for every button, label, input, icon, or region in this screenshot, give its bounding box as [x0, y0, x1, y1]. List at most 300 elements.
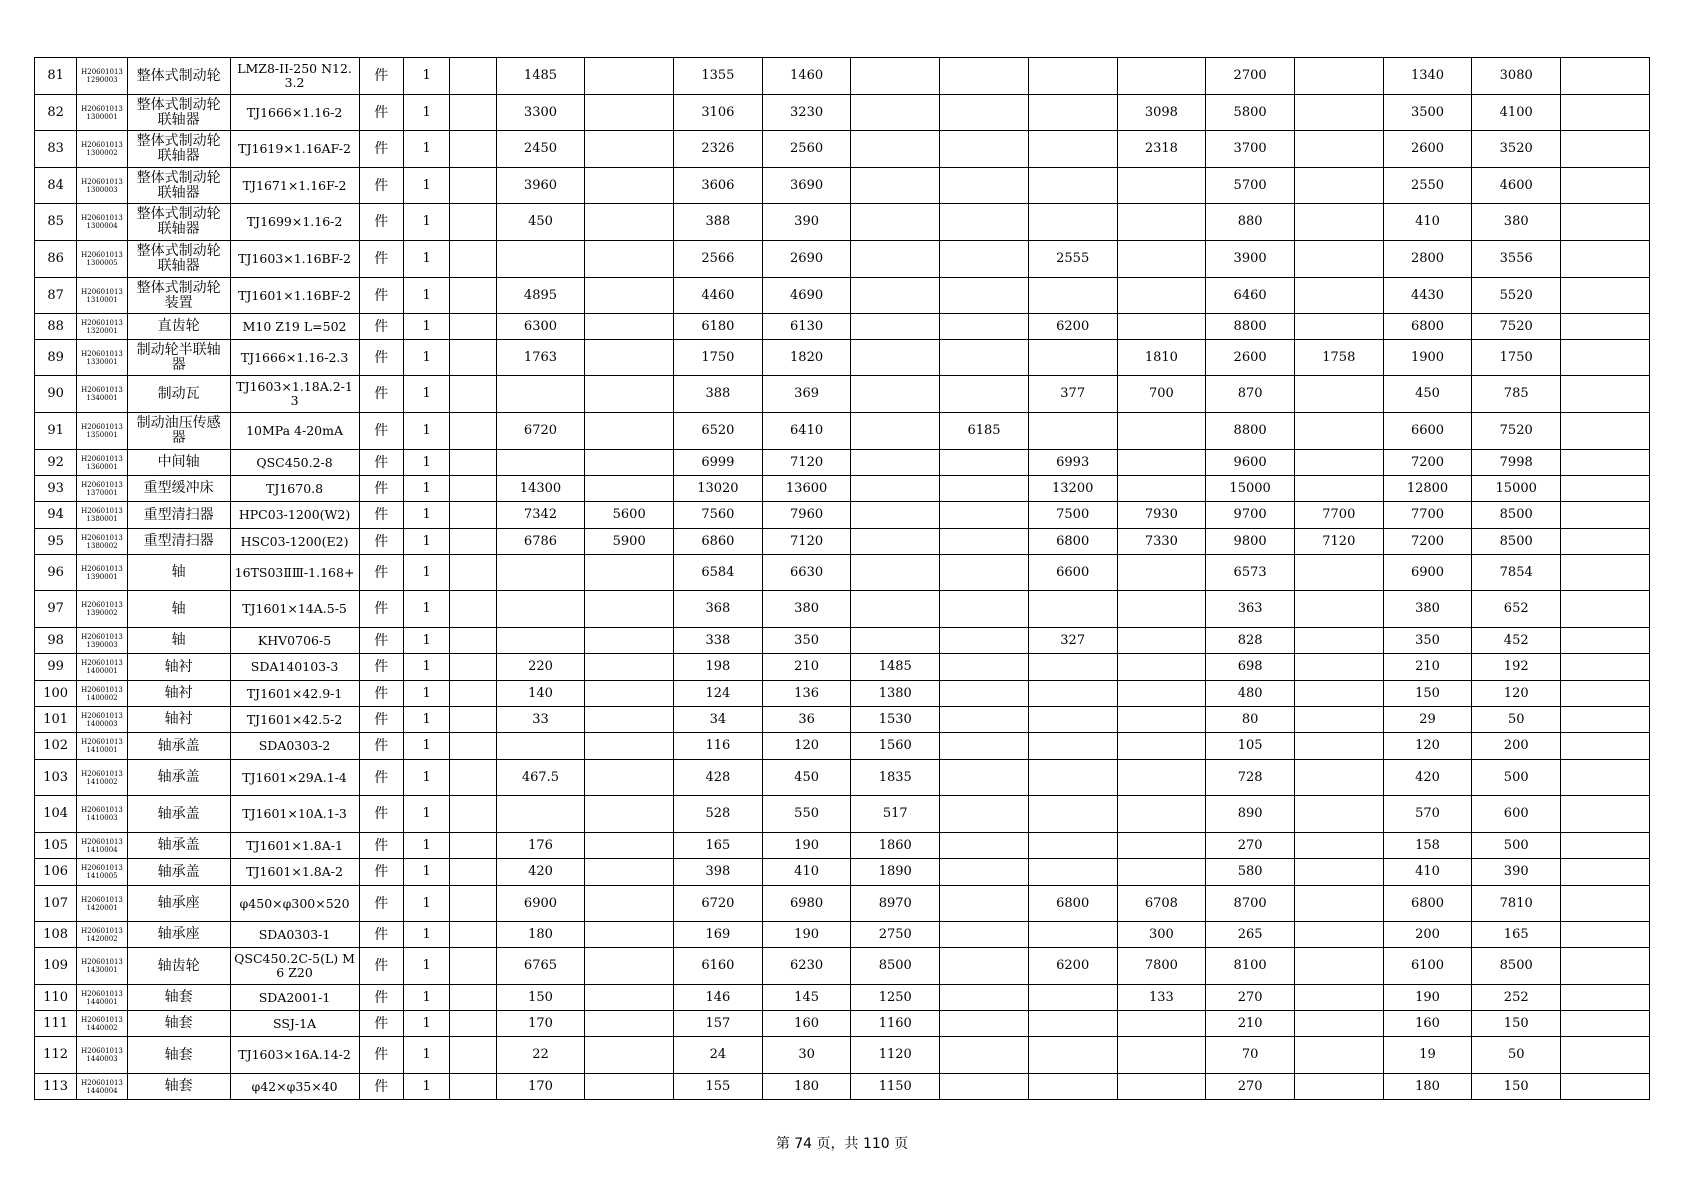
value-cell: 270: [1206, 985, 1295, 1011]
value-cell: 7854: [1472, 555, 1561, 591]
value-cell: [1294, 985, 1383, 1011]
value-cell: 19: [1383, 1037, 1472, 1074]
value-cell: 380: [1383, 591, 1472, 628]
value-cell: [450, 168, 496, 204]
value-cell: 420: [1383, 760, 1472, 796]
value-cell: [450, 1011, 496, 1037]
item-unit: 件: [359, 859, 403, 886]
value-cell: 2326: [674, 131, 763, 168]
value-cell: 388: [674, 376, 763, 413]
item-unit: 件: [359, 241, 403, 278]
value-cell: 9600: [1206, 450, 1295, 476]
value-cell: 6584: [674, 555, 763, 591]
value-cell: 580: [1206, 859, 1295, 886]
value-cell: [1294, 314, 1383, 340]
material-code: H206010131410005: [77, 859, 127, 886]
value-cell: 4690: [762, 278, 851, 314]
table-row: [35, 95, 1650, 131]
value-cell: 7342: [496, 502, 585, 529]
value-cell: 380: [762, 591, 851, 628]
item-qty: 1: [403, 859, 449, 886]
value-cell: [940, 168, 1029, 204]
table-row: [35, 168, 1650, 204]
item-name: 整体式制动轮: [127, 58, 230, 95]
value-cell: [1294, 707, 1383, 733]
item-spec: TJ1601×10A.1-3: [230, 796, 359, 833]
value-cell: [496, 628, 585, 654]
item-name: 直齿轮: [127, 314, 230, 340]
value-cell: 7500: [1028, 502, 1117, 529]
item-spec: QSC450.2C-5(L) M6 Z20: [230, 948, 359, 985]
value-cell: [450, 859, 496, 886]
value-cell: 176: [496, 833, 585, 859]
value-cell: [450, 413, 496, 450]
value-cell: 136: [762, 681, 851, 707]
item-spec: HSC03-1200(E2): [230, 529, 359, 555]
value-cell: [1294, 733, 1383, 760]
item-spec: TJ1601×1.8A-1: [230, 833, 359, 859]
item-qty: 1: [403, 654, 449, 681]
item-unit: 件: [359, 985, 403, 1011]
value-cell: [851, 376, 940, 413]
value-cell: [1028, 681, 1117, 707]
value-cell: [1561, 476, 1650, 502]
item-unit: 件: [359, 476, 403, 502]
value-cell: [940, 948, 1029, 985]
value-cell: 13600: [762, 476, 851, 502]
table-row: [35, 859, 1650, 886]
item-spec: TJ1601×14A.5-5: [230, 591, 359, 628]
value-cell: [496, 796, 585, 833]
value-cell: 8100: [1206, 948, 1295, 985]
item-spec: SSJ-1A: [230, 1011, 359, 1037]
item-qty: 1: [403, 922, 449, 948]
material-code: H206010131300002: [77, 131, 127, 168]
value-cell: [1561, 733, 1650, 760]
item-qty: 1: [403, 555, 449, 591]
value-cell: 8970: [851, 886, 940, 922]
value-cell: [1561, 450, 1650, 476]
value-cell: [1561, 1011, 1650, 1037]
value-cell: 517: [851, 796, 940, 833]
value-cell: [585, 654, 674, 681]
value-cell: 165: [674, 833, 763, 859]
row-number: 97: [35, 591, 77, 628]
item-name: 轴套: [127, 1074, 230, 1100]
value-cell: 7560: [674, 502, 763, 529]
value-cell: 6160: [674, 948, 763, 985]
item-unit: 件: [359, 376, 403, 413]
item-spec: TJ1666×1.16-2: [230, 95, 359, 131]
value-cell: 210: [762, 654, 851, 681]
value-cell: [851, 168, 940, 204]
value-cell: 2550: [1383, 168, 1472, 204]
value-cell: [1028, 591, 1117, 628]
value-cell: 410: [1383, 204, 1472, 241]
item-unit: 件: [359, 886, 403, 922]
value-cell: 200: [1383, 922, 1472, 948]
item-name: 轴套: [127, 1037, 230, 1074]
value-cell: [1117, 681, 1206, 707]
item-qty: 1: [403, 985, 449, 1011]
value-cell: 220: [496, 654, 585, 681]
value-cell: 3520: [1472, 131, 1561, 168]
value-cell: 15000: [1206, 476, 1295, 502]
table-row: [35, 591, 1650, 628]
value-cell: [1028, 340, 1117, 376]
material-code: H206010131440003: [77, 1037, 127, 1074]
value-cell: [450, 922, 496, 948]
value-cell: 4100: [1472, 95, 1561, 131]
item-qty: 1: [403, 204, 449, 241]
value-cell: 190: [1383, 985, 1472, 1011]
value-cell: 105: [1206, 733, 1295, 760]
value-cell: 9800: [1206, 529, 1295, 555]
item-name: 轴承座: [127, 922, 230, 948]
value-cell: 6100: [1383, 948, 1472, 985]
value-cell: [1117, 628, 1206, 654]
value-cell: 1900: [1383, 340, 1472, 376]
value-cell: [450, 985, 496, 1011]
material-code: H206010131440004: [77, 1074, 127, 1100]
value-cell: [1294, 654, 1383, 681]
value-cell: 2600: [1383, 131, 1472, 168]
table-row: [35, 376, 1650, 413]
value-cell: [496, 241, 585, 278]
value-cell: [585, 922, 674, 948]
value-cell: [851, 204, 940, 241]
value-cell: [585, 278, 674, 314]
item-name: 整体式制动轮联轴器: [127, 131, 230, 168]
value-cell: [1561, 948, 1650, 985]
row-number: 84: [35, 168, 77, 204]
value-cell: 500: [1472, 760, 1561, 796]
value-cell: 8500: [1472, 502, 1561, 529]
value-cell: [585, 476, 674, 502]
item-qty: 1: [403, 733, 449, 760]
material-code: H206010131300005: [77, 241, 127, 278]
item-name: 轴承盖: [127, 833, 230, 859]
value-cell: [450, 707, 496, 733]
item-qty: 1: [403, 760, 449, 796]
value-cell: 828: [1206, 628, 1295, 654]
value-cell: 398: [674, 859, 763, 886]
value-cell: 380: [1472, 204, 1561, 241]
item-name: 轴承盖: [127, 733, 230, 760]
value-cell: [851, 413, 940, 450]
value-cell: [940, 833, 1029, 859]
value-cell: 3900: [1206, 241, 1295, 278]
value-cell: [1028, 654, 1117, 681]
table-row: [35, 340, 1650, 376]
value-cell: 1530: [851, 707, 940, 733]
value-cell: [1117, 1011, 1206, 1037]
value-cell: 452: [1472, 628, 1561, 654]
value-cell: 600: [1472, 796, 1561, 833]
value-cell: [1117, 314, 1206, 340]
item-name: 整体式制动轮装置: [127, 278, 230, 314]
value-cell: 7810: [1472, 886, 1561, 922]
value-cell: 390: [1472, 859, 1561, 886]
item-qty: 1: [403, 681, 449, 707]
value-cell: 327: [1028, 628, 1117, 654]
value-cell: 13020: [674, 476, 763, 502]
value-cell: [450, 628, 496, 654]
item-unit: 件: [359, 278, 403, 314]
row-number: 91: [35, 413, 77, 450]
value-cell: [1561, 340, 1650, 376]
value-cell: [1561, 241, 1650, 278]
item-name: 轴套: [127, 1011, 230, 1037]
value-cell: 450: [1383, 376, 1472, 413]
value-cell: [1561, 833, 1650, 859]
material-code: H206010131300001: [77, 95, 127, 131]
value-cell: 7520: [1472, 413, 1561, 450]
value-cell: 2600: [1206, 340, 1295, 376]
item-spec: TJ1603×1.18A.2-13: [230, 376, 359, 413]
value-cell: [940, 654, 1029, 681]
value-cell: 120: [1472, 681, 1561, 707]
value-cell: 30: [762, 1037, 851, 1074]
value-cell: 450: [496, 204, 585, 241]
value-cell: 7200: [1383, 529, 1472, 555]
item-spec: TJ1601×1.16BF-2: [230, 278, 359, 314]
value-cell: 170: [496, 1074, 585, 1100]
value-cell: [585, 886, 674, 922]
value-cell: [1294, 555, 1383, 591]
value-cell: [940, 204, 1029, 241]
value-cell: 198: [674, 654, 763, 681]
material-code: H206010131310001: [77, 278, 127, 314]
item-qty: 1: [403, 413, 449, 450]
value-cell: 2566: [674, 241, 763, 278]
material-code: H206010131380001: [77, 502, 127, 529]
value-cell: 6900: [1383, 555, 1472, 591]
material-code: H206010131320001: [77, 314, 127, 340]
item-spec: 10MPa 4-20mA: [230, 413, 359, 450]
value-cell: 7120: [762, 529, 851, 555]
value-cell: 1763: [496, 340, 585, 376]
value-cell: 300: [1117, 922, 1206, 948]
value-cell: 390: [762, 204, 851, 241]
value-cell: 190: [762, 833, 851, 859]
value-cell: [585, 591, 674, 628]
item-spec: QSC450.2-8: [230, 450, 359, 476]
value-cell: 133: [1117, 985, 1206, 1011]
item-unit: 件: [359, 450, 403, 476]
value-cell: 157: [674, 1011, 763, 1037]
value-cell: [450, 555, 496, 591]
item-spec: SDA0303-2: [230, 733, 359, 760]
value-cell: 3700: [1206, 131, 1295, 168]
value-cell: 6993: [1028, 450, 1117, 476]
value-cell: 1150: [851, 1074, 940, 1100]
value-cell: 480: [1206, 681, 1295, 707]
value-cell: [1294, 376, 1383, 413]
material-code: H206010131390002: [77, 591, 127, 628]
item-spec: M10 Z19 L=502: [230, 314, 359, 340]
value-cell: [496, 591, 585, 628]
value-cell: [1294, 886, 1383, 922]
value-cell: [585, 681, 674, 707]
item-spec: SDA0303-1: [230, 922, 359, 948]
value-cell: [1561, 591, 1650, 628]
value-cell: 528: [674, 796, 763, 833]
row-number: 107: [35, 886, 77, 922]
value-cell: 150: [1383, 681, 1472, 707]
value-cell: [585, 1074, 674, 1100]
value-cell: 1860: [851, 833, 940, 859]
value-cell: [1561, 376, 1650, 413]
value-cell: [585, 376, 674, 413]
row-number: 103: [35, 760, 77, 796]
value-cell: 2555: [1028, 241, 1117, 278]
value-cell: 70: [1206, 1037, 1295, 1074]
value-cell: [851, 278, 940, 314]
item-spec: 16TS03ⅡⅢ-1.168+: [230, 555, 359, 591]
item-name: 轴套: [127, 985, 230, 1011]
value-cell: [851, 58, 940, 95]
value-cell: [450, 1037, 496, 1074]
value-cell: [585, 1011, 674, 1037]
value-cell: [1294, 922, 1383, 948]
value-cell: [940, 131, 1029, 168]
value-cell: [496, 376, 585, 413]
value-cell: [940, 314, 1029, 340]
table-row: [35, 985, 1650, 1011]
value-cell: [851, 476, 940, 502]
value-cell: 4600: [1472, 168, 1561, 204]
value-cell: 1340: [1383, 58, 1472, 95]
value-cell: 1560: [851, 733, 940, 760]
value-cell: 210: [1383, 654, 1472, 681]
item-name: 轴承座: [127, 886, 230, 922]
page-footer: 第 74 页，共 110 页: [775, 1136, 909, 1152]
value-cell: 5600: [585, 502, 674, 529]
value-cell: [940, 450, 1029, 476]
item-qty: 1: [403, 95, 449, 131]
item-spec: TJ1601×42.9-1: [230, 681, 359, 707]
item-name: 轴: [127, 628, 230, 654]
value-cell: [940, 1011, 1029, 1037]
value-cell: [585, 796, 674, 833]
item-qty: 1: [403, 168, 449, 204]
value-cell: 7800: [1117, 948, 1206, 985]
value-cell: [1117, 733, 1206, 760]
value-cell: 22: [496, 1037, 585, 1074]
value-cell: [585, 58, 674, 95]
item-qty: 1: [403, 948, 449, 985]
value-cell: 4895: [496, 278, 585, 314]
item-unit: 件: [359, 413, 403, 450]
value-cell: [1294, 168, 1383, 204]
value-cell: 7200: [1383, 450, 1472, 476]
value-cell: [1561, 413, 1650, 450]
material-code: H206010131350001: [77, 413, 127, 450]
value-cell: [1561, 681, 1650, 707]
item-unit: 件: [359, 628, 403, 654]
value-cell: 6573: [1206, 555, 1295, 591]
value-cell: [940, 760, 1029, 796]
value-cell: 7960: [762, 502, 851, 529]
value-cell: 7330: [1117, 529, 1206, 555]
item-qty: 1: [403, 450, 449, 476]
value-cell: [940, 628, 1029, 654]
item-qty: 1: [403, 340, 449, 376]
material-code: H206010131380002: [77, 529, 127, 555]
value-cell: [940, 502, 1029, 529]
value-cell: 3080: [1472, 58, 1561, 95]
item-qty: 1: [403, 591, 449, 628]
value-cell: [1561, 1037, 1650, 1074]
value-cell: 728: [1206, 760, 1295, 796]
value-cell: 6200: [1028, 948, 1117, 985]
table-row: [35, 1037, 1650, 1074]
value-cell: [496, 555, 585, 591]
value-cell: [1028, 707, 1117, 733]
value-cell: [1028, 278, 1117, 314]
value-cell: 5900: [585, 529, 674, 555]
value-cell: [1028, 413, 1117, 450]
value-cell: [450, 796, 496, 833]
value-cell: [585, 733, 674, 760]
material-code: H206010131420001: [77, 886, 127, 922]
item-qty: 1: [403, 1037, 449, 1074]
value-cell: [1028, 204, 1117, 241]
value-cell: [585, 131, 674, 168]
value-cell: [1028, 760, 1117, 796]
value-cell: [1117, 1037, 1206, 1074]
item-qty: 1: [403, 707, 449, 733]
table-row: [35, 654, 1650, 681]
value-cell: [940, 278, 1029, 314]
item-qty: 1: [403, 502, 449, 529]
value-cell: 12800: [1383, 476, 1472, 502]
value-cell: 2560: [762, 131, 851, 168]
item-name: 轴承盖: [127, 796, 230, 833]
value-cell: [585, 707, 674, 733]
table-row: [35, 733, 1650, 760]
item-unit: 件: [359, 654, 403, 681]
value-cell: 5700: [1206, 168, 1295, 204]
row-number: 94: [35, 502, 77, 529]
material-code: H206010131390003: [77, 628, 127, 654]
item-name: 重型清扫器: [127, 502, 230, 529]
row-number: 89: [35, 340, 77, 376]
value-cell: 1120: [851, 1037, 940, 1074]
value-cell: 50: [1472, 707, 1561, 733]
value-cell: 6860: [674, 529, 763, 555]
value-cell: 7700: [1383, 502, 1472, 529]
table-row: [35, 529, 1650, 555]
value-cell: 6980: [762, 886, 851, 922]
value-cell: [585, 95, 674, 131]
value-cell: [940, 241, 1029, 278]
value-cell: [450, 654, 496, 681]
material-code: H206010131430001: [77, 948, 127, 985]
value-cell: [1117, 1074, 1206, 1100]
value-cell: 34: [674, 707, 763, 733]
value-cell: 145: [762, 985, 851, 1011]
value-cell: 6200: [1028, 314, 1117, 340]
item-qty: 1: [403, 278, 449, 314]
table-row: [35, 413, 1650, 450]
value-cell: 2800: [1383, 241, 1472, 278]
value-cell: [1028, 131, 1117, 168]
value-cell: [585, 859, 674, 886]
value-cell: [1117, 168, 1206, 204]
row-number: 87: [35, 278, 77, 314]
